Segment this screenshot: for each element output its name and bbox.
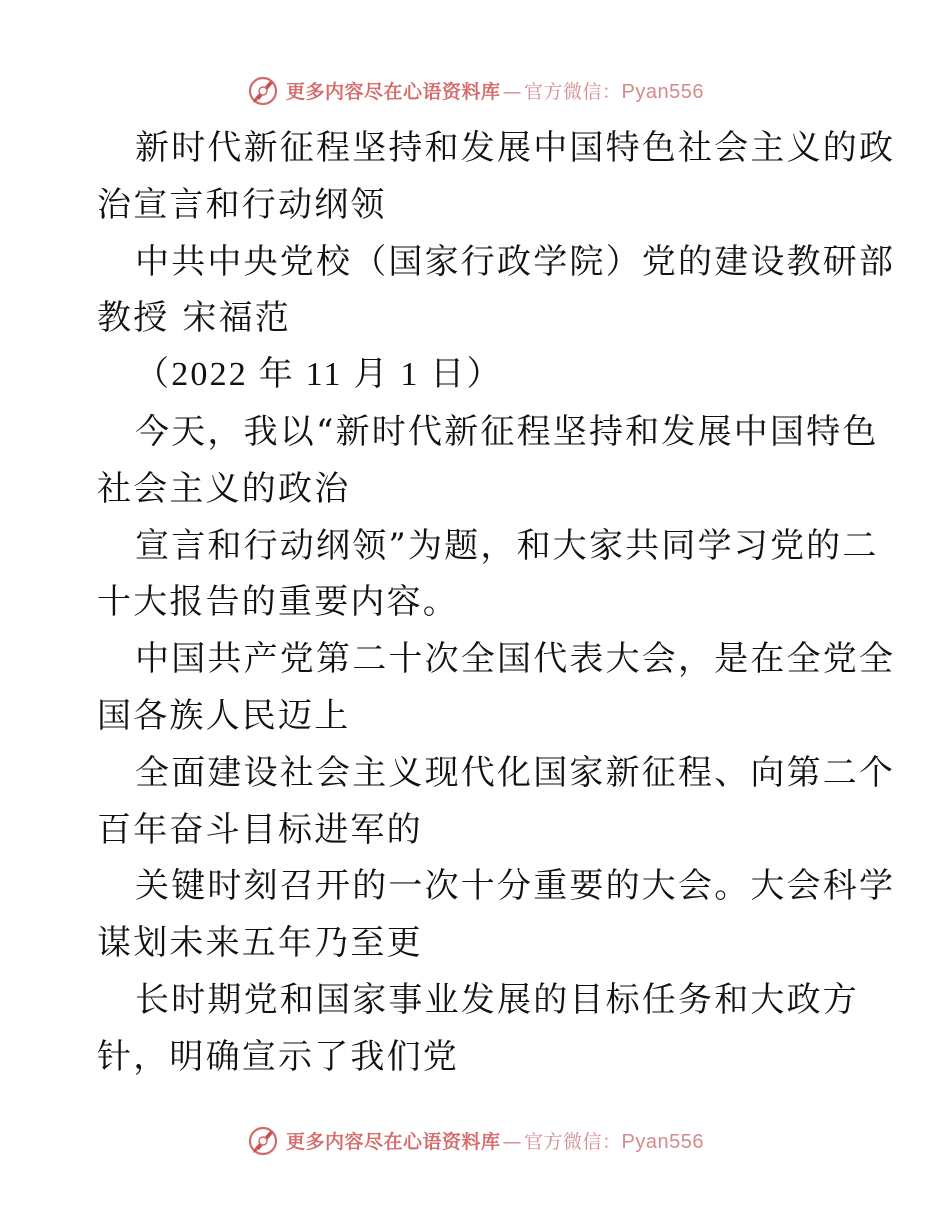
banner-text [286, 77, 704, 104]
banner-wechat-label: 官方微信： [524, 1130, 622, 1153]
text-line: 全面建设社会主义现代化国家新征程、向第二个 [135, 752, 896, 793]
text-line: 中国共产党第二十次全国代表大会，是在全党全 [135, 639, 896, 680]
text-line: 十大报告的重要内容。 [97, 582, 459, 623]
document-body [97, 120, 896, 1086]
text-line: 治宣言和行动纲领 [97, 184, 387, 225]
text-line: 针，明确宣示了我们党 [97, 1036, 459, 1077]
text-line: 百年奋斗目标进军的 [97, 809, 423, 850]
text-line: 宣言和行动纲领”为题，和大家共同学习党的二 [135, 525, 879, 566]
text-line: 新时代新征程坚持和发展中国特色社会主义的政 [135, 128, 896, 168]
text-line: 今天，我以“新时代新征程坚持和发展中国特色 [135, 411, 879, 452]
banner-dash: — [502, 80, 523, 103]
banner-wechat-id: Pyan556 [621, 1130, 704, 1153]
text-line: 国各族人民迈上 [97, 695, 351, 736]
banner-main-text: 更多内容尽在心语资料库 [286, 80, 501, 103]
banner-wechat-id: Pyan556 [621, 80, 704, 103]
text-line: 长时期党和国家事业发展的目标任务和大政方 [135, 979, 859, 1020]
banner-dash: — [502, 1130, 523, 1153]
quill-pen-seal-icon [246, 1123, 280, 1157]
header-banner [0, 70, 950, 110]
text-line: 社会主义的政治 [97, 468, 351, 509]
banner-main-text: 更多内容尽在心语资料库 [286, 1130, 501, 1153]
footer-banner [0, 1120, 950, 1160]
text-line: 教授 宋福范 [97, 298, 292, 339]
date-line: （2022 年 11 月 1 日） [135, 356, 503, 394]
banner-text [286, 1127, 704, 1154]
quill-pen-seal-icon [246, 73, 280, 107]
text-line: 中共中央党校（国家行政学院）党的建设教研部 [135, 241, 896, 282]
text-line: 关键时刻召开的一次十分重要的大会。大会科学 [135, 866, 896, 907]
text-line: 谋划未来五年乃至更 [97, 923, 423, 964]
banner-wechat-label: 官方微信： [524, 80, 622, 103]
